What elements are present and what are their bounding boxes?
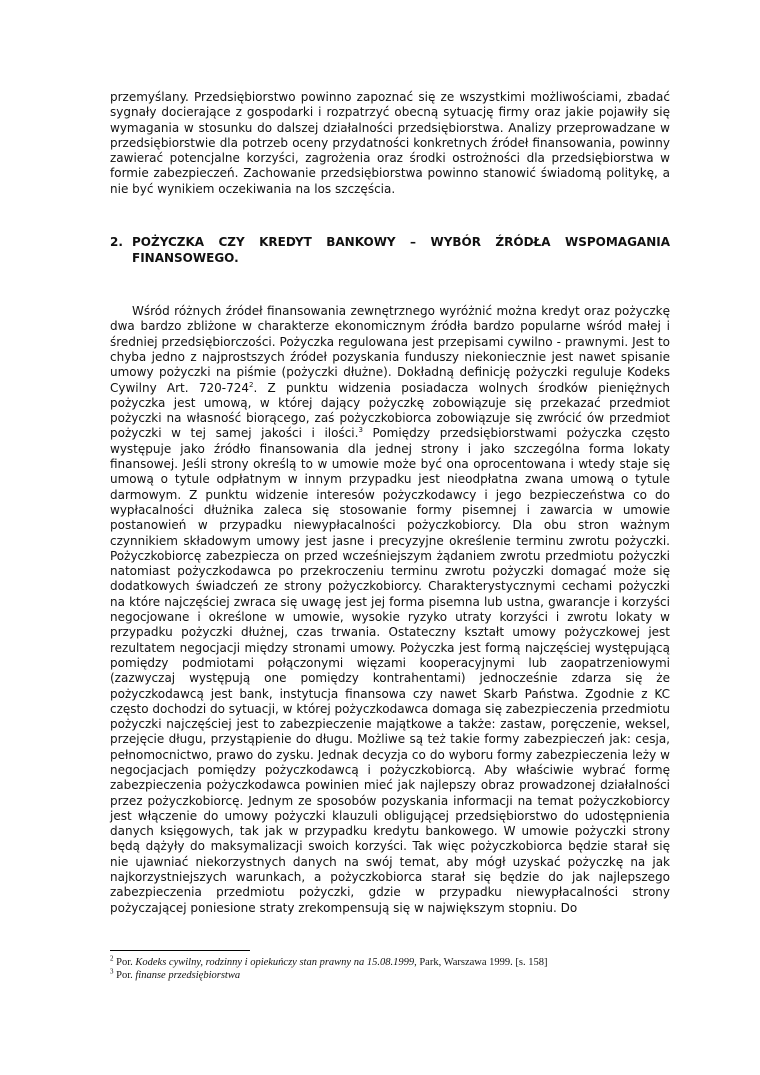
footnote-title: Kodeks cywilny, rodzinny i opiekuńczy stan prawny na 15.08.1999 bbox=[135, 957, 415, 968]
body-text-part-3: Pomiędzy przedsiębiorstwami pożyczka często występuje jako źródło finansowania dla jednej strony i jako szczególna forma lokaty finansowej. Jeśli strony określą to w umowie może być ona oprocentowana i wtedy staje się umową o tytule odpłatnym w innym przypadku jest nieodpłatna zwana umową o tytule darmowym. Z punktu widzenie interesów pożyczkodawcy i jego bezpieczeństwa co do wypłacalności dłużnika zaleca się stosowanie formy pisemnej i zawarcia w umowie postanowień w przypadku niewypłacalności pożyczkobiorcy. Dla obu stron ważnym czynnikiem składowym umowy jest jasne i precyzyjne określenie terminu zwrotu pożyczki. Pożyczkobiorcę zabezpiecza on przed wcześniejszym żądaniem zwrotu przedmiotu pożyczki natomiast pożyczkodawca po przekroczeniu terminu zwrotu pożyczki domagać może się dodatkowych świadczeń ze strony pożyczkobiorcy. Charakterystycznymi cechami pożyczki na które najczęściej zwraca się uwagę jest jej forma pisemna lub ustna, gwarancje i korzyści negocjowane i określone w umowie, wysokie ryzyko utraty korzyści i zwrotu lokaty w przypadku pożyczki dłużnej, czas trwania. Ostateczny kształt umowy pożyczkowej jest rezultatem negocjacji między stronami umowy. Pożyczka jest formą najczęściej występującą pomiędzy podmiotami połączonymi więzami kooperacyjnymi lub zaopatrzeniowymi (zazwyczaj występują one pomiędzy kontrahentami) jednocześnie zdarza się że pożyczkodawcą jest bank, instytucja finansowa czy nawet Skarb Państwa. Zgodnie z KC często dochodzi do sytuacji, w której pożyczkodawca domaga się zabezpieczenia przedmiotu pożyczki najczęściej jest to zabezpieczenie majątkowe a także: zastaw, poręczenie, weksel, przejęcie długu, przystąpienie do długu. Możliwe są też takie formy zabezpieczeń jak: cesja, pełnomocnictwo, prawo do zysku. Jednak decyzja co do wyboru formy zabezpieczenia leży w negocjacjach pomiędzy pożyczkodawcą i pożyczkobiorcą. Aby właściwie wybrać formę zabezpieczenia pożyczkodawca powinien mieć jak najlepszy obraz prowadzonej działalności przez pożyczkobiorcę. Jednym ze sposobów pozyskania informacji na temat pożyczkobiorcy jest włączenie do umowy pożyczki klauzuli obligującej przedsiębiorstwo do udostępnienia danych księgowych, tak jak w przypadku kredytu bankowego. W umowie pożyczki strony będą dążyły do maksymalizacji swoich korzyści. Tak więc pożyczkobiorca będzie starał się nie ujawniać niekorzystnych danych na swój temat, aby mógł uzyskać pożyczkę na jak najkorzystniejszych warunkach, a pożyczkobiorca starał się będzie do jak najlepszego zabezpieczenia przedmiotu pożyczki, gdzie w przypadku niewypłacalności strony pożyczającej poniesione straty zrekompensują się w największym stopniu. Do bbox=[110, 426, 671, 915]
footnotes bbox=[110, 950, 670, 982]
footnote-item bbox=[110, 969, 670, 982]
document-page bbox=[110, 90, 670, 916]
footnote-reference-2: 2 bbox=[248, 380, 254, 389]
body-text-part-2: . Z punktu widzenia posiadacza wolnych środków pieniężnych pożyczka jest umową, w której dający pożyczkę zobowiązuje się przekazać przedmiot pożyczki na własność biorącego, zaś pożyczkobiorca zobowiązuje się zwrócić ów przedmiot pożyczki w tej samej jakości i ilości. bbox=[110, 380, 670, 441]
footnote-title: finanse przedsiębiorstwa bbox=[135, 970, 241, 981]
footnote-prefix: Por. bbox=[113, 970, 136, 981]
body-text-part-1: Wśród różnych źródeł finansowania zewnętrznego wyróżnić można kredyt oraz pożyczkę dwa bardzo zbliżone w charakterze ekonomicznym źródła bardzo popularne wśród małej i średniej przedsiębiorczości. Pożyczka regulowana jest przepisami cywilno - prawnymi. Jest to chyba jedno z najprostszych źródeł pozyskania funduszy niekoniecznie jest nawet spisanie umowy pożyczki na piśmie (pożyczki dłużne). Dokładną definicję pożyczki reguluje Kodeks Cywilny Art. 720-724 bbox=[110, 304, 670, 395]
footnote-reference-3: 3 bbox=[358, 426, 363, 435]
footnote-number: 3 bbox=[110, 967, 114, 976]
body-paragraph bbox=[110, 304, 670, 916]
section-heading bbox=[110, 235, 670, 266]
spacer bbox=[110, 266, 670, 304]
footnote-separator bbox=[110, 950, 250, 951]
section-title: POŻYCZKA CZY KREDYT BANKOWY – WYBÓR ŹRÓDŁA WSPOMAGANIA FINANSOWEGO. bbox=[132, 235, 670, 265]
footnote-suffix: , Park, Warszawa 1999. [s. 158] bbox=[414, 957, 548, 968]
footnote-item bbox=[110, 956, 670, 969]
footnote-prefix: Por. bbox=[113, 957, 136, 968]
section-number: 2. bbox=[110, 235, 123, 250]
intro-paragraph: przemyślany. Przedsiębiorstwo powinno zapoznać się ze wszystkimi możliwościami, zbadać sygnały docierające z gospodarki i rozpatrzyć obecną sytuację firmy oraz jakie pojawiły się wymagania w stosunku do dalszej działalności przedsiębiorstwa. Analizy przeprowadzane w przedsiębiorstwie dla potrzeb oceny przydatności konkretnych źródeł finansowania, powinny zawierać potencjalne korzyści, zagrożenia oraz środki ostrożności dla przedsiębiorstwa w formie zabezpieczeń. Zachowanie przedsiębiorstwa powinno stanowić świadomą politykę, a nie być wynikiem oczekiwania na los szczęścia. bbox=[110, 90, 670, 196]
footnote-number: 2 bbox=[110, 954, 114, 963]
